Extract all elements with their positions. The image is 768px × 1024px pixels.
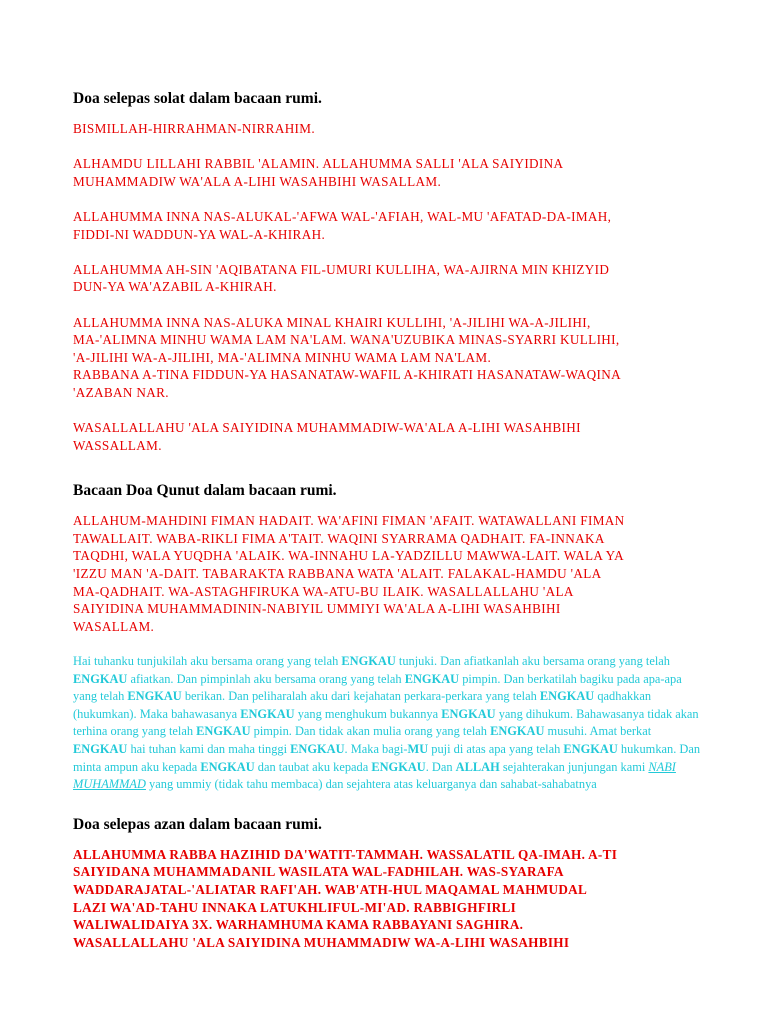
qunut-translation-paragraph [73, 653, 703, 794]
emphasized-word: ALLAH [455, 759, 500, 774]
emphasized-word: ENGKAU [290, 742, 345, 756]
qunut-rumi-paragraph: ALLAHUM-MAHDINI FIMAN HADAIT. WA'AFINI FIMAN 'AFAIT. WATAWALLANI FIMAN TAWALLAIT. WABA-RIKLI FIMA A'TAIT. WAQINI SYARRAMA QADHAIT. FA-INNAKA TAQDHI, WALA YUQDHA 'ALAIK. WA-INNAHU LA-YADZILLU MAWWA-LAIT. WALA YA 'IZZU MAN 'A-DAIT. TABARAKTA RABBANA WATA 'ALAIT. FALAKAL-HAMDU 'ALA MA-QADHAIT. WA-ASTAGHFIRUKA WA-ATU-BU ILAIK. WASALLALLAHU 'ALA SAIYIDINA MUHAMMADININ-NABIYIL UMMIYI WA'ALA A-LIHI WASAHBIHI WASALLAM. [73, 513, 625, 634]
translation-text: tunjuki. Dan afiatkanlah aku bersama orang yang telah [395, 654, 670, 669]
translation-text: hukumkan. Dan minta ampun aku kepada [73, 742, 701, 774]
emphasized-word: ENGKAU [240, 706, 295, 721]
translation-text: yang dihukum. Bahawasanya tidak akan terhina orang yang telah [73, 706, 699, 739]
emphasized-word: ENGKAU [539, 689, 595, 704]
emphasized-word: ENGKAU [441, 706, 496, 721]
document-page [73, 88, 703, 951]
doa-paragraph: ALHAMDU LILLAHI RABBIL 'ALAMIN. ALLAHUMMA SALLI 'ALA SAIYIDINA MUHAMMADIW WA'ALA A-LIHI WASAHBIHI WASALLAM. [73, 156, 564, 189]
translation-text: pimpin. Dan tidak akan mulia orang yang telah [250, 724, 491, 739]
translation-text: dan taubat aku kepada [254, 759, 372, 774]
emphasized-word: ENGKAU [73, 742, 128, 756]
emphasized-word: MU [407, 742, 429, 756]
emphasized-word: ENGKAU [73, 671, 128, 686]
emphasized-word: ENGKAU [404, 671, 460, 686]
doa-paragraph: ALLAHUMMA AH-SIN 'AQIBATANA FIL-UMURI KULLIHA, WA-AJIRNA MIN KHIZYID DUN-YA WA'AZABIL A-KHIRAH. [73, 261, 610, 295]
azan-rumi-paragraph: ALLAHUMMA RABBA HAZIHID DA'WATIT-TAMMAH. WASSALATIL QA-IMAH. A-TI SAIYIDANA MUHAMMADANIL WASILATA WAL-FADHILAH. WAS-SYARAFA WADDARAJATAL-'ALIATAR RAFI'AH. WAB'ATH-HUL MAQAMAL MAHMUDAL LAZI WA'AD-TAHU INNAKA LATUKHLIFUL-MI'AD. RABBIGHFIRLI WALIWALIDAIYA 3X. WARHAMHUMA KAMA RABBAYANI SAGHIRA. WASALLALLAHU 'ALA SAIYIDINA MUHAMMADIW WA-A-LIHI WASAHBIHI [73, 846, 618, 950]
translation-text: . Maka bagi- [344, 742, 408, 756]
translation-text: berikan. Dan peliharalah aku dari kejahatan perkara-perkara yang telah [181, 689, 540, 704]
section-heading-doa-selepas-solat: Doa selepas solat dalam bacaan rumi. [73, 90, 322, 107]
translation-text: . Dan [425, 759, 456, 774]
emphasized-word: ENGKAU [196, 724, 251, 739]
emphasized-word: ENGKAU [127, 689, 182, 704]
emphasized-word: ENGKAU [490, 724, 545, 739]
emphasized-word: ENGKAU [341, 654, 396, 669]
translation-text: yang menghukum bukannya [294, 706, 442, 721]
translation-text: Hai tuhanku tunjukilah aku bersama orang yang telah [73, 654, 342, 669]
doa-paragraph: ALLAHUMMA INNA NAS-ALUKAL-'AFWA WAL-'AFIAH, WAL-MU 'AFATAD-DA-IMAH, FIDDI-NI WADDUN-YA WAL-A-KHIRAH. [73, 208, 612, 242]
emphasized-word: ENGKAU [200, 759, 255, 774]
translation-text: musuhi. Amat berkat [544, 724, 652, 739]
doa-paragraph: BISMILLAH-HIRRAHMAN-NIRRAHIM. [73, 121, 316, 136]
translation-text: sejahterakan junjungan kami [499, 759, 649, 774]
nabi-muhammad-link[interactable]: NABI MUHAMMAD [73, 759, 676, 792]
translation-text: qadhakkan (hukumkan). Maka bahawasanya [73, 689, 652, 721]
translation-text: pimpin. Dan berkatilah bagiku pada apa-apa yang telah [73, 671, 682, 704]
doa-paragraph: WASALLALLAHU 'ALA SAIYIDINA MUHAMMADIW-WA'ALA A-LIHI WASAHBIHI WASSALLAM. [73, 420, 581, 453]
translation-text: hai tuhan kami dan maha tinggi [127, 742, 291, 756]
emphasized-word: ENGKAU [563, 742, 618, 756]
emphasized-word: ENGKAU [371, 759, 426, 774]
translation-text: puji di atas apa yang telah [428, 742, 564, 756]
translation-text: yang ummiy (tidak tahu membaca) dan sejahtera atas keluarganya dan sahabat-sahabatnya [145, 777, 597, 792]
doa-paragraph: ALLAHUMMA INNA NAS-ALUKA MINAL KHAIRI KULLIHI, 'A-JILIHI WA-A-JILIHI, MA-'ALIMNA MINHU WAMA LAM NA'LAM. WANA'UZUBIKA MINAS-SYARRI KULLIHI, 'A-JILIHI WA-A-JILIHI, MA-'ALIMNA MINHU WAMA LAM NA'LAM. RABBANA A-TINA FIDDUN-YA HASANATAW-WAFIL A-KHIRATI HASANATAW-WAQINA 'AZABAN NAR. [73, 314, 622, 400]
section-heading-doa-qunut: Bacaan Doa Qunut dalam bacaan rumi. [73, 482, 337, 500]
translation-text: afiatkan. Dan pimpinlah aku bersama orang yang telah [127, 671, 405, 686]
section-heading-doa-selepas-azan: Doa selepas azan dalam bacaan rumi. [73, 815, 322, 833]
